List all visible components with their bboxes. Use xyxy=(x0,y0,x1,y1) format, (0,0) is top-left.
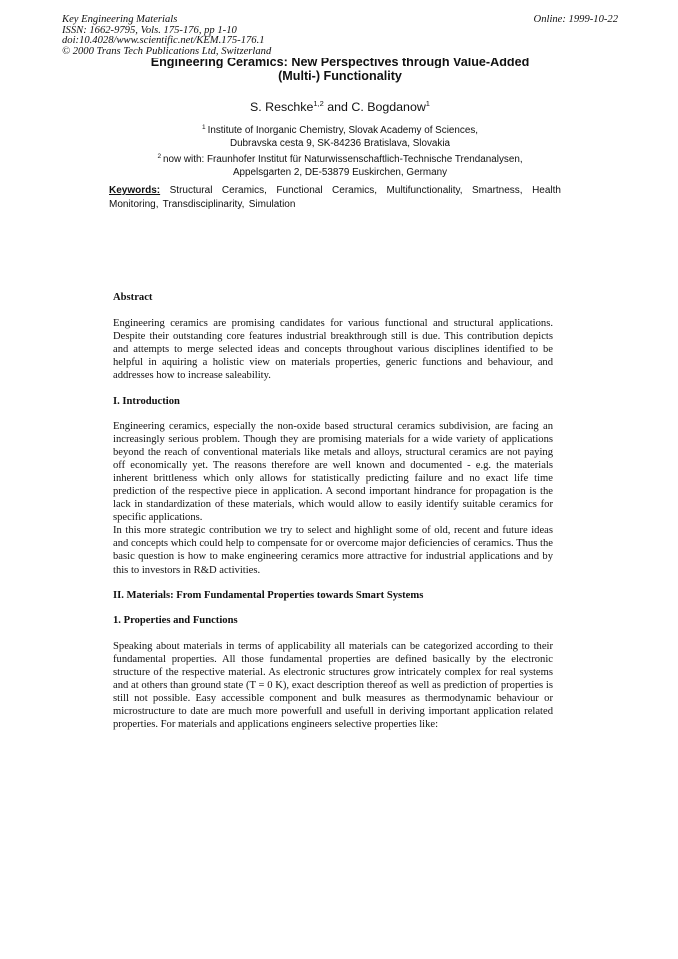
affiliation-2-line-1: now with: Fraunhofer Institut für Naturwissenschaftlich-Technische Trendanalysen, xyxy=(163,154,523,165)
section-2-heading-block xyxy=(113,589,553,602)
issn-line: ISSN: 1662-9795, Vols. 175-176, pp 1-10 xyxy=(62,24,237,36)
abstract-text: Engineering ceramics are promising candidates for various functional and structural applications. Despite their outstanding core features industrial breakthrough still is due. This contribution depicts and attempts to merge selected ideas and concepts throughout various disciplines identified to be helpful in aquiring a holistic view on materials properties, generic functions and behaviour, and addresses how to increase saleability. xyxy=(113,318,553,382)
title-line-1: Engineering Ceramics: New Perspectives through Value-Added xyxy=(150,58,530,68)
online-date: Online: 1999-10-22 xyxy=(533,14,618,25)
introduction-paragraph-2: In this more strategic contribution we try to select and highlight some of old, recent and future ideas and concepts which could help to compensate for or overcome major deficiencies of ceramics. Thus the basic question is how to make engineering ceramics more attractive for industrial applications and by this to investors in R&D activities. xyxy=(113,525,553,576)
affiliation-2 xyxy=(60,150,620,179)
title-line-2: (Multi-) Functionality xyxy=(278,69,402,83)
subsection-1-block xyxy=(113,640,553,731)
introduction-heading-block xyxy=(113,395,553,408)
author-1-affiliation-marker: 1,2 xyxy=(313,99,324,108)
introduction-heading: I. Introduction xyxy=(113,396,180,407)
author-line xyxy=(60,99,620,114)
subsection-1-heading-block xyxy=(113,614,553,627)
abstract-heading-block xyxy=(113,291,553,304)
affiliation-2-line-2: Appelsgarten 2, DE-53879 Euskirchen, Germany xyxy=(232,167,448,178)
introduction-paragraph-1: Engineering ceramics, especially the non-oxide based structural ceramics subdivision, are facing an increasingly serious problem. Though they are promising materials for a wide variety of applications beyond the reach of conventional materials like metals and alloys, structural ceramics are not paying off economically yet. The reasons therefore are well known and documented - e.g. the materials inherent brittleness which only allows for statistically predicting failure and no exact life time prediction of the respective piece in application. A second important hindrance for propagation is the lack in standardization of these materials, which would allow to easily identify suitable ceramics for specific applications. xyxy=(113,421,553,524)
keywords-label: Keywords: xyxy=(109,185,161,196)
abstract-heading: Abstract xyxy=(113,292,153,303)
section-2-heading: II. Materials: From Fundamental Properties towards Smart Systems xyxy=(113,590,424,601)
author-1: S. Reschke xyxy=(250,100,314,114)
keywords xyxy=(109,184,561,211)
affiliation-1-line-1: Institute of Inorganic Chemistry, Slovak Academy of Sciences, xyxy=(207,125,478,136)
keywords-text: Structural Ceramics, Functional Ceramics, Multifunctionality, Smartness, Health Monitoring, Transdisciplinarity, Simulation xyxy=(109,185,561,210)
author-connector: and xyxy=(323,100,352,114)
journal-name: Key Engineering Materials xyxy=(62,14,178,25)
copyright-line: © 2000 Trans Tech Publications Ltd, Switzerland xyxy=(62,45,272,57)
abstract-block xyxy=(113,317,553,382)
publication-header xyxy=(62,15,618,57)
doi-line: doi:10.4028/www.scientific.net/KEM.175-176.1 xyxy=(62,35,265,47)
subsection-1-heading: 1. Properties and Functions xyxy=(113,615,238,626)
author-2-affiliation-marker: 1 xyxy=(425,99,430,108)
author-2: C. Bogdanow xyxy=(351,100,426,114)
affiliation-2-marker: 2 xyxy=(157,153,162,160)
paper-title xyxy=(60,58,620,85)
affiliation-1-line-2: Dubravska cesta 9, SK-84236 Bratislava, Slovakia xyxy=(229,138,451,149)
subsection-1-paragraph: Speaking about materials in terms of applicability all materials can be categorized according to their fundamental properties. All those fundamental properties are defined basically by the electronic structure of the respective material. As electronic structures grow intricately complex for real systems and at others than ground state (T = 0 K), exact description thereof as well as prediction of properties is still not possible. Easy accessible component and bulk measures as thermodynamic behaviour or microstructure to date are much more powerfull and usefull in deriving important application related properties. For materials and applications engineers selective properties like: xyxy=(113,641,553,731)
introduction-block xyxy=(113,420,553,577)
affiliation-1-marker: 1 xyxy=(201,124,206,131)
affiliation-1 xyxy=(60,121,620,150)
